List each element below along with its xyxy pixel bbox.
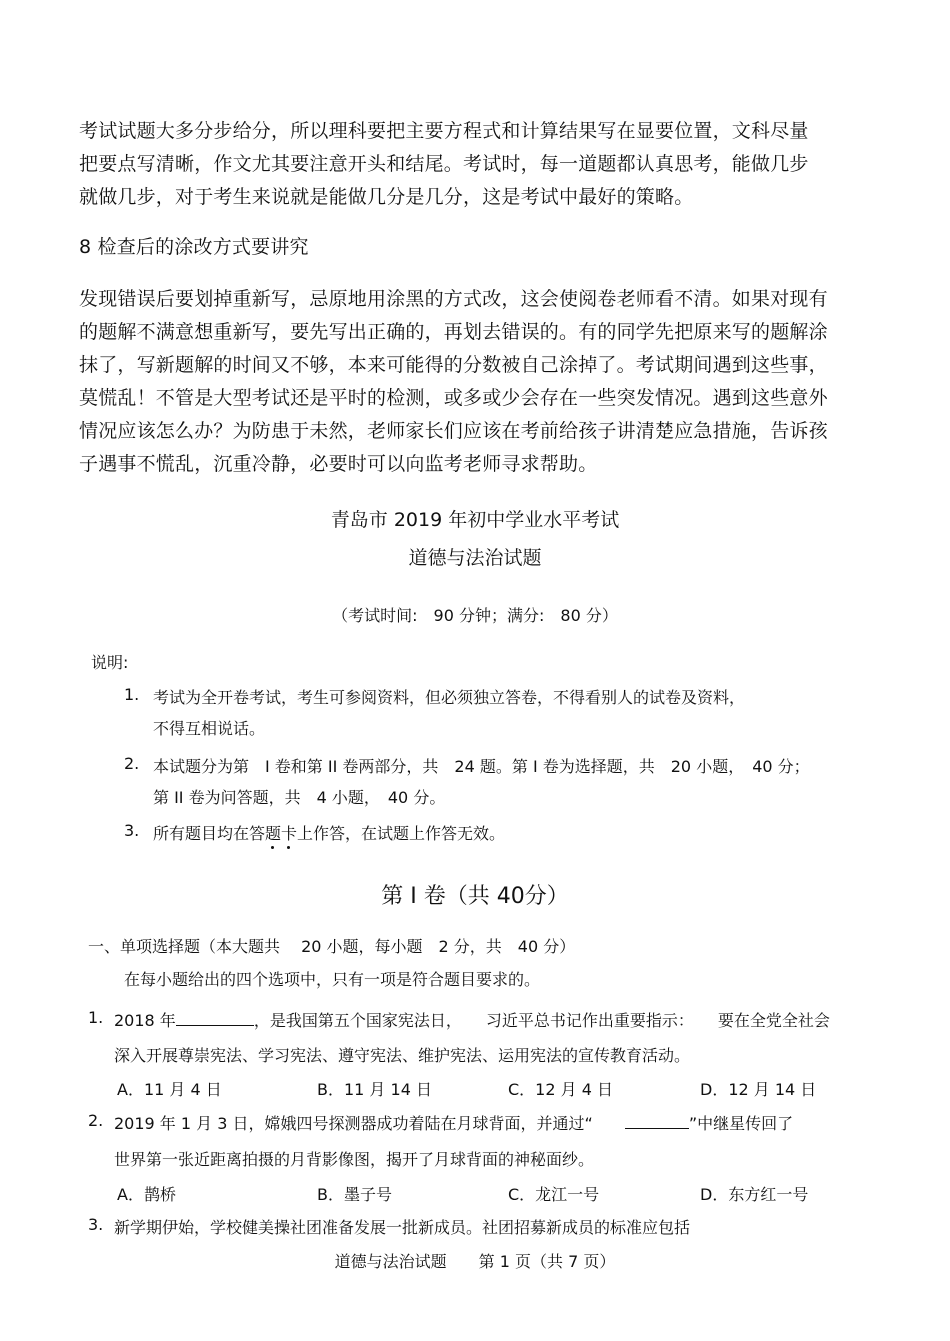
q2-option-b: B．墨子号 — [317, 1185, 392, 1204]
note-3-text-pre: 所有题目均在答 — [153, 824, 266, 843]
section8-line-4: 莫慌乱！不管是大型考试还是平时的检测，或多或少会存在一些突发情况。遇到这些意外 — [79, 387, 828, 409]
q2-stem-cont: 世界第一张近距离拍摄的月背影像图，揭开了月球背面的神秘面纱。 — [114, 1150, 595, 1169]
q1-stem-pre: 2018 年 — [114, 1011, 176, 1030]
exam-title: 青岛市 2019 年初中学业水平考试 — [330, 509, 620, 531]
intro-line-1: 考试试题大多分步给分，所以理科要把主要方程式和计算结果写在显要位置，文科尽量 — [79, 120, 809, 142]
q1-stem-post: ，是我国第五个国家宪法日， 习近平总书记作出重要指示： 要在全党全社会 — [253, 1011, 830, 1030]
note-3-text-post: 上作答，在试题上作答无效。 — [297, 824, 506, 843]
q2-stem — [114, 1111, 793, 1134]
notes-label: 说明: — [91, 653, 129, 672]
emphasis-dot — [287, 846, 290, 849]
q2-option-a: A．鹊桥 — [117, 1185, 176, 1204]
note-2-number: 2. — [124, 754, 140, 773]
section8-line-3: 抹了，写新题解的时间又不够，本来可能得的分数被自己涂掉了。考试期间遇到这些事， — [79, 354, 828, 376]
q1-stem — [114, 1008, 830, 1031]
q2-option-c: C．龙江一号 — [508, 1185, 600, 1204]
q2-number: 2. — [88, 1111, 104, 1130]
q1-option-d: D．12 月 14 日 — [700, 1080, 817, 1099]
note-3-text — [153, 821, 505, 844]
q3-stem: 新学期伊始，学校健美操社团准备发展一批新成员。社团招募新成员的标准应包括 — [114, 1218, 691, 1237]
q2-option-d: D．东方红一号 — [700, 1185, 809, 1204]
section1-heading: 一、单项选择题（本大题共 20 小题，每小题 2 分，共 40 分） — [88, 937, 576, 956]
section1-instruction: 在每小题给出的四个选项中，只有一项是符合题目要求的。 — [124, 970, 541, 989]
section8-line-5: 情况应该怎么办？为防患于未然，老师家长们应该在考前给孩子讲清楚应急措施，告诉孩 — [79, 420, 828, 442]
answer-blank — [176, 1009, 254, 1026]
q1-option-c: C．12 月 4 日 — [508, 1080, 613, 1099]
q2-stem-pre: 2019 年 1 月 3 日，嫦娥四号探测器成功着陆在月球背面，并通过“ — [114, 1114, 625, 1133]
section8-heading: 8 检查后的涂改方式要讲究 — [79, 236, 309, 258]
note-1-number: 1. — [124, 685, 140, 704]
exam-time-info: （考试时间: 90 分钟；满分: 80 分） — [332, 606, 618, 625]
intro-line-2: 把要点写清晰，作文尤其要注意开头和结尾。考试时，每一道题都认真思考，能做几步 — [79, 153, 809, 175]
answer-blank — [625, 1112, 689, 1129]
note-1-text-cont: 不得互相说话。 — [153, 719, 266, 738]
emphasis-text: 题卡 — [265, 824, 297, 843]
note-3-number: 3. — [124, 821, 140, 840]
exam-subtitle: 道德与法治试题 — [408, 547, 542, 569]
q1-option-a: A．11 月 4 日 — [117, 1080, 222, 1099]
note-2-text-cont: 第 II 卷为问答题，共 4 小题， 40 分。 — [153, 788, 446, 807]
q3-number: 3. — [88, 1215, 104, 1234]
q1-number: 1. — [88, 1008, 104, 1027]
q1-option-b: B．11 月 14 日 — [317, 1080, 432, 1099]
section8-line-1: 发现错误后要划掉重新写，忌原地用涂黑的方式改，这会使阅卷老师看不清。如果对现有 — [79, 288, 828, 310]
emphasis-dot — [271, 846, 274, 849]
page-footer: 道德与法治试题 第 1 页（共 7 页） — [334, 1252, 616, 1271]
volume1-heading: 第 I 卷（共 40分） — [381, 884, 569, 909]
note-1-text: 考试为全开卷考试，考生可参阅资料，但必须独立答卷，不得看别人的试卷及资料， — [153, 688, 746, 707]
section8-line-2: 的题解不满意想重新写，要先写出正确的，再划去错误的。有的同学先把原来写的题解涂 — [79, 321, 828, 343]
note-2-text: 本试题分为第 I 卷和第 II 卷两部分，共 24 题。第 I 卷为选择题，共 20 小题， 40 分； — [153, 757, 810, 776]
q2-stem-post: ”中继星传回了 — [688, 1114, 794, 1133]
q1-stem-cont: 深入开展尊崇宪法、学习宪法、遵守宪法、维护宪法、运用宪法的宣传教育活动。 — [114, 1046, 691, 1065]
intro-line-3: 就做几步，对于考生来说就是能做几分是几分，这是考试中最好的策略。 — [79, 186, 694, 208]
section8-line-6: 子遇事不慌乱，沉重冷静，必要时可以向监考老师寻求帮助。 — [79, 453, 598, 475]
